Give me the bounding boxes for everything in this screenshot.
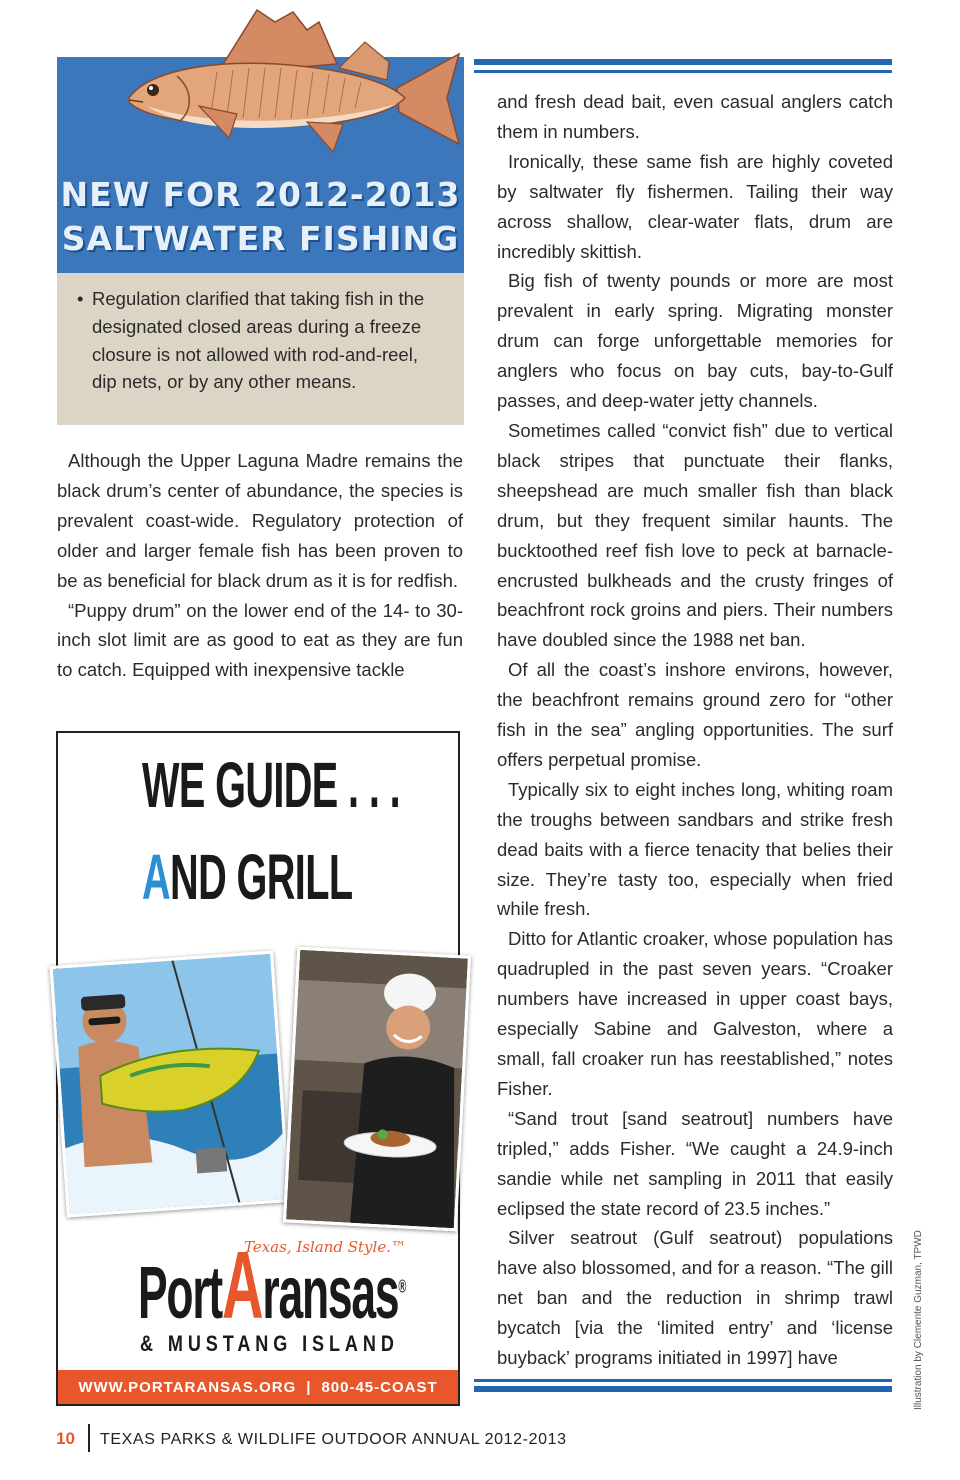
footer-divider [88,1424,90,1452]
ad-contact-bar [58,1370,458,1404]
ad-sub-brand: & MUSTANG ISLAND [140,1331,399,1356]
port-aransas-advertisement[interactable] [56,731,460,1406]
redfish-illustration [107,2,467,182]
paragraph: Of all the coast’s inshore environs, however, the beachfront remains ground zero for “other fish in the sea” angling opportunities. The surf offers perpetual promise. [497,659,893,770]
brand-accent-letter: A [222,1232,263,1339]
sidebar-title-line1: NEW FOR 2012-2013 [60,175,461,214]
sidebar-bullet-list [77,285,447,396]
brand-part2: ransas [262,1251,399,1334]
sidebar-bullet-text: Regulation clarified that taking fish in the designated closed areas during a freeze closure is not allowed with rod-and-reel, dip nets, or by any other means. [92,288,425,393]
ad-phone-number[interactable]: 800-45-COAST [321,1378,438,1396]
chef-photo [283,947,471,1232]
sidebar-title-line2: SALTWATER FISHING [61,219,460,258]
top-rule-thick [474,59,892,65]
port-aransas-logo [138,1232,406,1339]
paragraph: Ditto for Atlantic croaker, whose population has quadrupled in the past seven years. “Croaker numbers have increased in upper coast bays, especially Sabine and Galveston, where a small, fall croaker run has reestablished,” notes Fisher. [497,928,893,1099]
ad-headline-rest: ND GRILL [170,841,353,913]
publication-title: TEXAS PARKS & WILDLIFE OUTDOOR ANNUAL 2012-2013 [100,1431,567,1448]
new-regulations-sidebar [57,57,464,425]
fisherman-photo [49,950,290,1217]
paragraph: Although the Upper Laguna Madre remains the black drum’s center of abundance, the species is prevalent coast-wide. Regulatory protection of older and larger female fish has been proven to be as beneficial for black drum as it is for redfish. [57,450,463,591]
bullet-marker: • [77,288,84,309]
paragraph: Silver seatrout (Gulf seatrout) populations have also blossomed, and for a reason. “The gill net ban and the reduction in shrimp trawl bycatch [via the ‘limited entry’ and ‘license buyback’ programs initiated in 1997] have [497,1227,893,1369]
paragraph: Sometimes called “convict fish” due to vertical black stripes that punctuate their flanks, sheepshead are much smaller fish than black drum, but they frequent similar haunts. The bucktoothed reef fish love to peck at barnacle-encrusted bulkheads and the crusty fringes of beachfront rock groins and piers. Their numbers have doubled since the 1988 net ban. [497,419,893,651]
left-article-column [57,446,463,685]
brand-part1: Port [138,1251,222,1334]
bottom-rule-thick [474,1386,892,1392]
paragraph: Ironically, these same fish are highly coveted by saltwater fly fishermen. Tailing their way across shallow, clear-water flats, drum are incredibly skittish. [497,150,893,262]
top-rule-thin [474,70,892,73]
ad-headline-line1: WE GUIDE . . . [142,749,401,821]
paragraph: Typically six to eight inches long, whiting roam the troughs between sandbars and strike fresh dead baits with a fierce tenacity that belies their size. They’re tasty too, especially when fried while fresh. [497,778,893,920]
paragraph: Big fish of twenty pounds or more are most prevalent in early spring. Migrating monster drum can forge unforgettable memories for anglers who focus on bay cuts, bay-to-Gulf passes, and deep-water jetty channels. [497,270,893,412]
registered-mark: ® [398,1276,406,1297]
ad-headline-line2 [142,841,353,913]
paragraph: and fresh dead bait, even casual anglers catch them in numbers. [497,91,893,142]
ad-website-link[interactable]: WWW.PORTARANSAS.ORG [78,1378,297,1396]
page-number: 10 [56,1429,75,1448]
ad-tagline: Texas, Island Style.™ [244,1238,406,1256]
sidebar-title [57,173,464,261]
bottom-rule-thin [474,1379,892,1382]
right-article-column [497,87,893,1373]
ad-headline-accent-letter: A [142,841,171,913]
paragraph: “Sand trout [sand seatrout] numbers have tripled,” adds Fisher. “We caught a 24.9-inch sandie while net sampling in 2011 that easily eclipsed the state record of 23.5 inches.” [497,1107,893,1219]
illustration-credit: Illustration by Clemente Guzman, TPWD [913,1230,924,1410]
ad-contact-separator: | [306,1378,312,1396]
paragraph: “Puppy drum” on the lower end of the 14- to 30-inch slot limit are as good to eat as they are fun to catch. Equipped with inexpensive tackle [57,599,463,681]
